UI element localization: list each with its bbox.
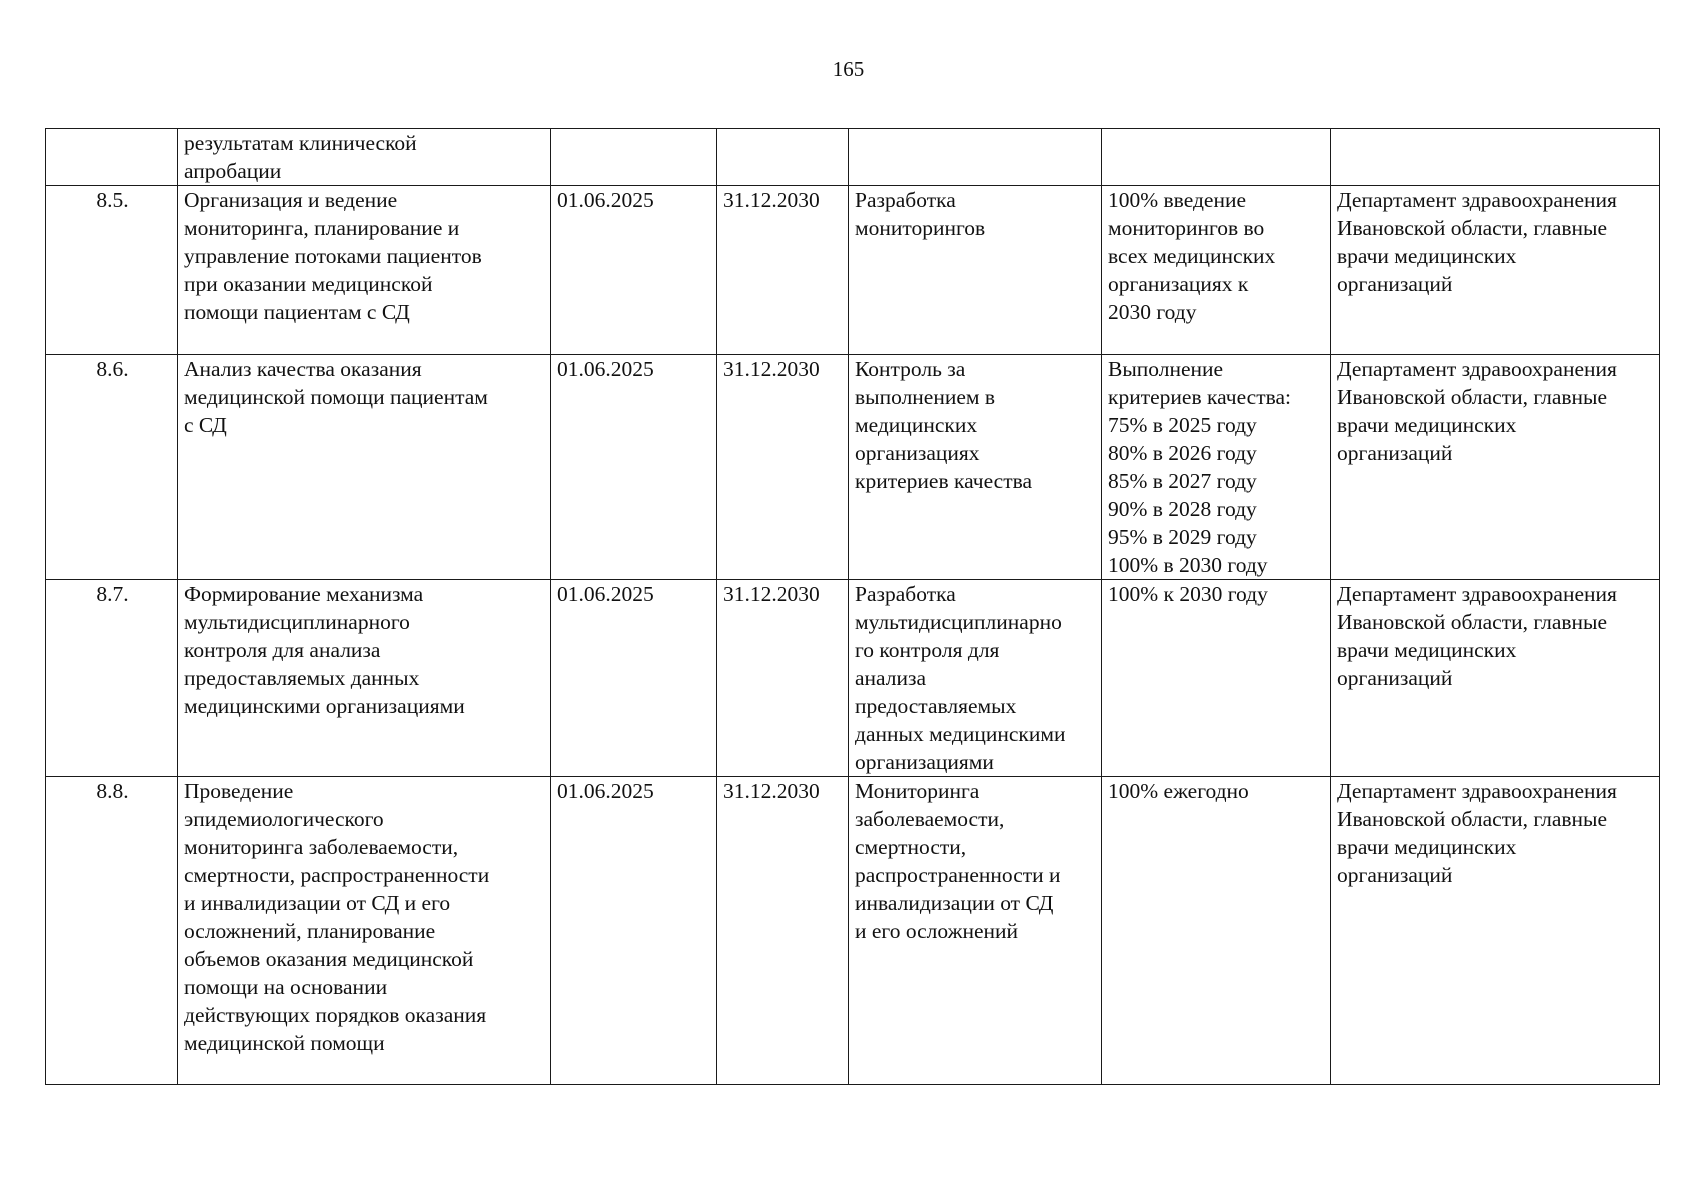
- table-row: [46, 129, 1660, 186]
- start-date-cell: [551, 129, 717, 186]
- item-number-cell: 8.7.: [46, 580, 178, 777]
- activity-name-cell: Формирование механизма мультидисциплинарного контроля для анализа предоставляемых данных медицинскими организациями: [178, 580, 551, 777]
- table-row: [46, 186, 1660, 355]
- start-date-cell: 01.06.2025: [551, 355, 717, 580]
- start-date-cell: 01.06.2025: [551, 186, 717, 355]
- indicator-cell: 100% к 2030 году: [1102, 580, 1331, 777]
- end-date-cell: 31.12.2030: [717, 355, 849, 580]
- responsible-cell: Департамент здравоохранения Ивановской области, главные врачи медицинских организаций: [1331, 355, 1660, 580]
- activity-plan-table: [45, 128, 1660, 1085]
- item-number-cell: 8.5.: [46, 186, 178, 355]
- end-date-cell: 31.12.2030: [717, 580, 849, 777]
- item-number-cell: [46, 129, 178, 186]
- indicator-cell: 100% ежегодно: [1102, 777, 1331, 1085]
- expected-result-cell: Разработка мониторингов: [849, 186, 1102, 355]
- activity-name-cell: Организация и ведение мониторинга, планирование и управление потоками пациентов при оказании медицинской помощи пациентам с СД: [178, 186, 551, 355]
- activity-name-cell: результатам клинической апробации: [178, 129, 551, 186]
- indicator-cell: 100% введение мониторингов во всех медицинских организациях к 2030 году: [1102, 186, 1331, 355]
- indicator-cell: [1102, 129, 1331, 186]
- page-number: 165: [832, 57, 865, 81]
- end-date-cell: 31.12.2030: [717, 777, 849, 1085]
- activity-name-cell: Анализ качества оказания медицинской помощи пациентам с СД: [178, 355, 551, 580]
- indicator-cell: Выполнение критериев качества: 75% в 2025 году 80% в 2026 году 85% в 2027 году 90% в 2028 году 95% в 2029 году 100% в 2030 году: [1102, 355, 1331, 580]
- expected-result-cell: Разработка мультидисциплинарно го контроля для анализа предоставляемых данных медицинскими организациями: [849, 580, 1102, 777]
- activity-name-cell: Проведение эпидемиологического мониторинга заболеваемости, смертности, распространенности и инвалидизации от СД и его осложнений, планирование объемов оказания медицинской помощи на основании действующих порядков оказания медицинской помощи: [178, 777, 551, 1085]
- responsible-cell: [1331, 129, 1660, 186]
- responsible-cell: Департамент здравоохранения Ивановской области, главные врачи медицинских организаций: [1331, 777, 1660, 1085]
- responsible-cell: Департамент здравоохранения Ивановской области, главные врачи медицинских организаций: [1331, 186, 1660, 355]
- end-date-cell: 31.12.2030: [717, 186, 849, 355]
- expected-result-cell: Мониторинга заболеваемости, смертности, распространенности и инвалидизации от СД и его осложнений: [849, 777, 1102, 1085]
- end-date-cell: [717, 129, 849, 186]
- start-date-cell: 01.06.2025: [551, 777, 717, 1085]
- table-row: [46, 777, 1660, 1085]
- expected-result-cell: Контроль за выполнением в медицинских организациях критериев качества: [849, 355, 1102, 580]
- expected-result-cell: [849, 129, 1102, 186]
- start-date-cell: 01.06.2025: [551, 580, 717, 777]
- item-number-cell: 8.6.: [46, 355, 178, 580]
- table-row: [46, 355, 1660, 580]
- item-number-cell: 8.8.: [46, 777, 178, 1085]
- table-row: [46, 580, 1660, 777]
- responsible-cell: Департамент здравоохранения Ивановской области, главные врачи медицинских организаций: [1331, 580, 1660, 777]
